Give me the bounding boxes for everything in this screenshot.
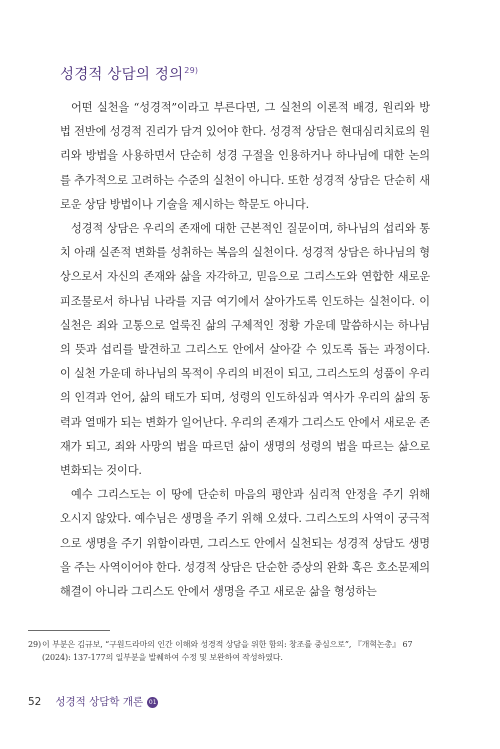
footnote-ref: 29): [184, 66, 199, 76]
footnote-line-1: 이 부분은 김규보, “구원드라마의 인간 이해와 성경적 상담을 위한 함의: 창조를 중심으로”, 『개혁논총』 67: [42, 640, 413, 649]
section-heading-text: 성경적 상담의 정의: [60, 67, 184, 83]
paragraph: 성경적 상담은 우리의 존재에 대한 근본적인 질문이며, 하나님의 섭리와 통치 아래 실존적 변화를 성취하는 복음의 실천이다. 성경적 상담은 하나님의 형상으로서 자신의 존재와 삶을 자각하고, 믿음으로 그리스도와 연합한 새로운 피조물로서 하나님 나라를 지금 여기에서 살아가도록 인도하는 실천이다. 이 실천은 죄와 고통으로 얼룩진 삶의 구체적인 정황 가운데 말씀하시는 하나님의 뜻과 섭리를 발견하고 그리스도 안에서 살아갈 수 있도록 돕는 과정이다. 이 실천 가운데 하나님의 목적이 우리의 비전이 되고, 그리스도의 성품이 우리의 인격과 언어, 삶의 태도가 되며, 성령의 인도하심과 역사가 우리의 삶의 동력과 열매가 되는 변화가 일어난다. 우리의 존재가 그리스도 안에서 새로운 존재가 되고, 죄와 사망의 법을 따르던 삶이 생명의 성령의 법을 따르는 삶으로 변화되는 것이다.: [60, 222, 430, 478]
footnote-line-2: (2024): 137-177의 일부분을 발췌하여 수정 및 보완하여 작성하였다.: [42, 653, 283, 662]
paragraph: 어떤 실천을 “성경적”이라고 부른다면, 그 실천의 이론적 배경, 원리와 방법 전반에 성경적 진리가 담겨 있어야 한다. 성경적 상담은 현대심리치료의 원리와 방법을 사용하면서 단순히 성경 구절을 인용하거나 하나님에 대한 논의를 추가적으로 고려하는 수준의 실천이 아니다. 또한 성경적 상담은 단순히 새로운 상담 방법이나 기술을 제시하는 학문도 아니다.: [60, 101, 430, 211]
body-text: [60, 96, 430, 604]
chapter-badge-icon: 01: [148, 698, 157, 706]
section-heading: [60, 63, 198, 84]
book-title: 성경적 상담학 개론: [55, 696, 144, 708]
footnote-divider: [28, 630, 110, 631]
footnote-number: 29): [28, 640, 42, 649]
page-number: 52: [28, 696, 42, 708]
page-footer: [28, 694, 158, 709]
footnote: [28, 638, 460, 664]
paragraph: 예수 그리스도는 이 땅에 단순히 마음의 평안과 심리적 안정을 주기 위해 오시지 않았다. 예수님은 생명을 주기 위해 오셨다. 그리스도의 사역이 궁극적으로 생명을 주기 위함이라면, 그리스도 안에서 실천되는 성경적 상담도 생명을 주는 사역이어야 한다. 성경적 상담은 단순한 증상의 완화 혹은 호소문제의 해결이 아니라 그리스도 안에서 생명을 주고 새로운 삶을 형성하는: [60, 488, 430, 599]
